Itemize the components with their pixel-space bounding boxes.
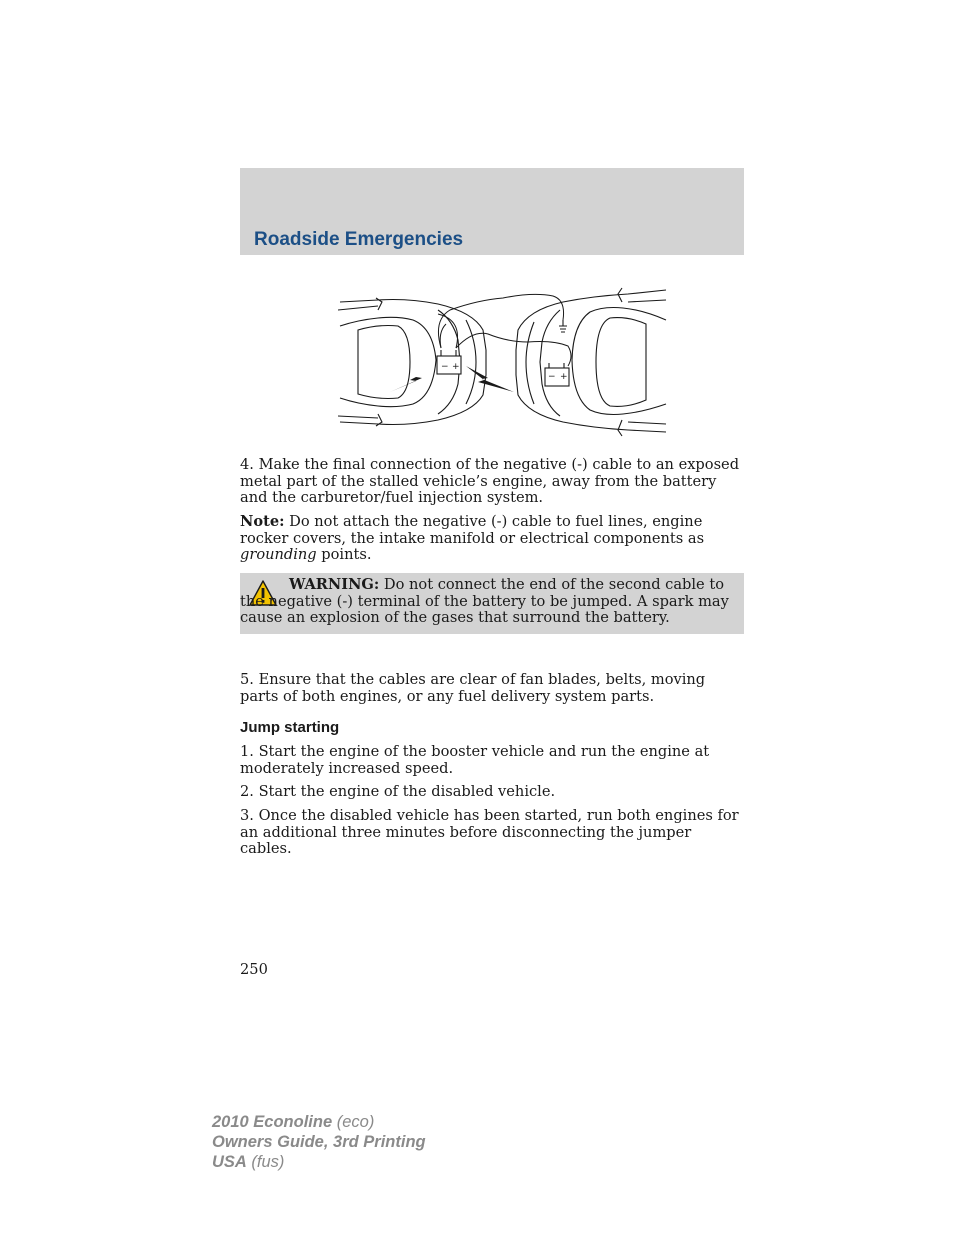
spark-right-icon — [466, 366, 514, 392]
footer-region-code: (fus) — [246, 1153, 285, 1171]
section-header-band — [240, 168, 744, 255]
section-title: Roadside Emergencies — [254, 229, 464, 250]
page-number: 250 — [240, 961, 268, 978]
footer-guide: Owners Guide, 3rd Printing — [212, 1133, 426, 1151]
battery-negative-symbol-2: − — [548, 372, 556, 382]
footer-model-code: (eco) — [332, 1113, 375, 1131]
ground-clamp — [559, 320, 567, 332]
jump-step-3: 3. Once the disabled vehicle has been started, run both engines for an additional three minutes before disconnecting the jumper cables. — [240, 807, 739, 857]
jump-starting-heading: Jump starting — [240, 719, 340, 736]
battery-negative-symbol: − — [441, 362, 449, 372]
step-5-paragraph: 5. Ensure that the cables are clear of fan blades, belts, moving parts of both engines, or any fuel delivery system parts. — [240, 671, 706, 705]
spark-left-icon — [390, 368, 434, 392]
note-emphasis: grounding — [240, 546, 317, 563]
left-vehicle — [338, 298, 486, 426]
warning-label: WARNING: — [289, 576, 380, 593]
note-paragraph — [240, 514, 744, 564]
footer-model: 2010 Econoline — [212, 1113, 333, 1131]
jump-step-2: 2. Start the engine of the disabled vehicle. — [240, 783, 556, 800]
warning-text — [240, 577, 736, 627]
battery-positive-symbol: + — [452, 362, 460, 372]
footer-region: USA — [212, 1153, 247, 1171]
jump-start-diagram — [338, 280, 668, 442]
step-4-paragraph: 4. Make the final connection of the negative (-) cable to an exposed metal part of the stalled vehicle’s engine, away from the battery and the carburetor/fuel injection system. — [240, 456, 740, 506]
right-vehicle — [516, 288, 666, 436]
warning-box — [240, 573, 744, 634]
battery-positive-symbol-2: + — [560, 372, 568, 382]
document-footer — [212, 1112, 426, 1172]
note-label: Note: — [240, 513, 285, 530]
note-text-before: Do not attach the negative (-) cable to fuel lines, engine rocker covers, the intake manifold or electrical components as — [240, 513, 705, 547]
jump-step-1: 1. Start the engine of the booster vehicle and run the engine at moderately increased speed. — [240, 743, 710, 777]
note-text-after: points. — [316, 546, 372, 563]
warning-body: Do not connect the end of the second cable to the negative (-) terminal of the battery to be jumped. A spark may cause an explosion of the gases that surround the battery. — [240, 576, 729, 626]
